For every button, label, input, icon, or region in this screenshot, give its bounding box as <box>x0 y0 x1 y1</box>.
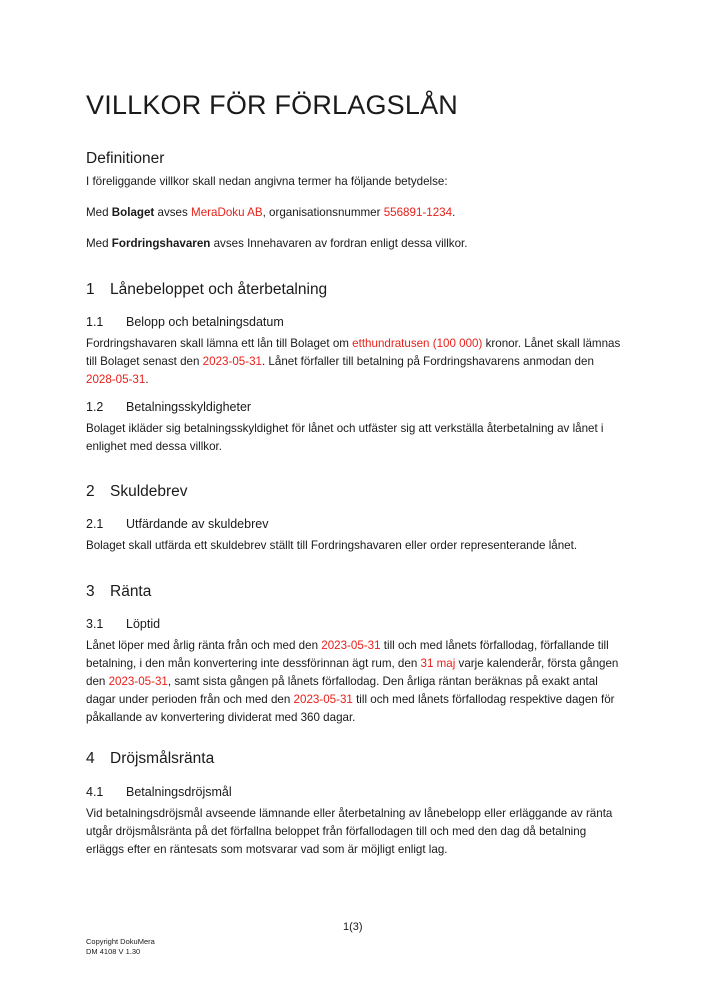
definition-bolaget <box>86 204 621 222</box>
section-1-2-heading <box>86 400 251 414</box>
subsection-title: Betalningsskyldigheter <box>126 400 252 414</box>
subsection-number: 4.1 <box>86 785 104 799</box>
section-title: Skuldebrev <box>110 483 188 500</box>
section-number: 2 <box>86 483 95 500</box>
text-span: varje kalenderår, första gången den <box>86 657 619 688</box>
section-title: Ränta <box>110 583 152 600</box>
section-1-heading <box>86 281 327 299</box>
section-title: Dröjsmålsränta <box>110 750 215 767</box>
subsection-title: Utfärdande av skuldebrev <box>126 517 269 531</box>
text-span: . <box>145 373 149 386</box>
term-fordringshavaren: Fordringshavaren <box>111 237 211 250</box>
interest-start-date: 2023-05-31 <box>321 639 381 652</box>
subsection-number: 1.1 <box>86 315 104 329</box>
section-3-1-text <box>86 637 621 727</box>
version-text: DM 4108 V 1.30 <box>86 947 141 956</box>
document-title: VILLKOR FÖR FÖRLAGSLÅN <box>86 90 458 120</box>
text-span: , organisationsnummer <box>262 206 384 219</box>
term-bolaget: Bolaget <box>111 206 155 219</box>
definitions-heading: Definitioner <box>86 150 165 167</box>
subsection-title: Belopp och betalningsdatum <box>126 315 284 329</box>
section-title: Lånebeloppet och återbetalning <box>110 281 328 298</box>
interest-period-date: 2023-05-31 <box>293 693 353 706</box>
text-span: till och med lånets förfallodag respektive dagen för påkallande av konvertering dividerat med 360 dagar. <box>86 693 615 724</box>
section-1-2-text: Bolaget ikläder sig betalningsskyldighet för lånet och utfäster sig att verkställa återbetalning av lånet i enlighet med dessa villkor. <box>86 422 604 453</box>
text-span: . Lånet förfaller till betalning på Fordringshavarens anmodan den <box>261 355 594 368</box>
section-2-1-heading <box>86 517 268 531</box>
subsection-number: 2.1 <box>86 517 104 531</box>
section-2-1-text: Bolaget skall utfärda ett skuldebrev ställt till Fordringshavaren eller order representerande lånet. <box>86 539 578 552</box>
text-span: till och med lånets förfallodag, förfallande till betalning, i den mån konvertering inte dessförinnan ägt rum, den <box>86 639 609 670</box>
loan-amount: etthundratusen (100 000) <box>352 337 483 350</box>
section-number: 4 <box>86 750 95 767</box>
page-number: 1(3) <box>343 921 363 933</box>
section-4-heading <box>86 750 214 768</box>
text-span: , samt sista gången på lånets förfallodag. Den årliga räntan beräknas på exakt antal dagar under perioden från och med den <box>86 675 598 706</box>
text-span: Med <box>86 237 112 250</box>
org-number: 556891-1234 <box>383 206 453 219</box>
loan-date: 2023-05-31 <box>202 355 262 368</box>
text-span: Med <box>86 206 112 219</box>
payment-day: 31 maj <box>420 657 456 670</box>
subsection-number: 1.2 <box>86 400 104 414</box>
section-2-heading <box>86 483 188 501</box>
text-span: Fordringshavaren skall lämna ett lån till Bolaget om <box>86 337 353 350</box>
text-span: avses <box>154 206 192 219</box>
section-number: 1 <box>86 281 95 298</box>
document-footer <box>86 937 155 957</box>
section-4-1-text: Vid betalningsdröjsmål avseende lämnande eller återbetalning av lånebelopp eller erläggande av ränta utgår dröjsmålsränta på det förfallna beloppet från förfallodagen till och med den dag då betalning erläggs efter en räntesats som motsvarar vad som är möjligt enligt lag. <box>86 807 613 856</box>
subsection-number: 3.1 <box>86 617 104 631</box>
section-4-1-heading <box>86 785 232 799</box>
text-span: . <box>452 206 456 219</box>
section-1-1-heading <box>86 315 284 329</box>
definitions-intro: I föreliggande villkor skall nedan angivna termer ha följande betydelse: <box>86 175 448 188</box>
section-3-heading <box>86 583 151 601</box>
definition-fordringshavaren <box>86 235 621 253</box>
section-1-1-text <box>86 335 621 389</box>
subsection-title: Betalningsdröjsmål <box>126 785 232 799</box>
section-3-1-heading <box>86 617 160 631</box>
text-span: kronor. Lånet skall lämnas till Bolaget senast den <box>86 337 621 368</box>
section-number: 3 <box>86 583 95 600</box>
subsection-title: Löptid <box>126 617 161 631</box>
due-date: 2028-05-31 <box>86 373 146 386</box>
text-span: Lånet löper med årlig ränta från och med den <box>86 639 322 652</box>
text-span: avses Innehavaren av fordran enligt dessa villkor. <box>210 237 468 250</box>
first-payment-date: 2023-05-31 <box>108 675 168 688</box>
company-name: MeraDoku AB <box>191 206 263 219</box>
copyright-text: Copyright DokuMera <box>86 937 155 946</box>
